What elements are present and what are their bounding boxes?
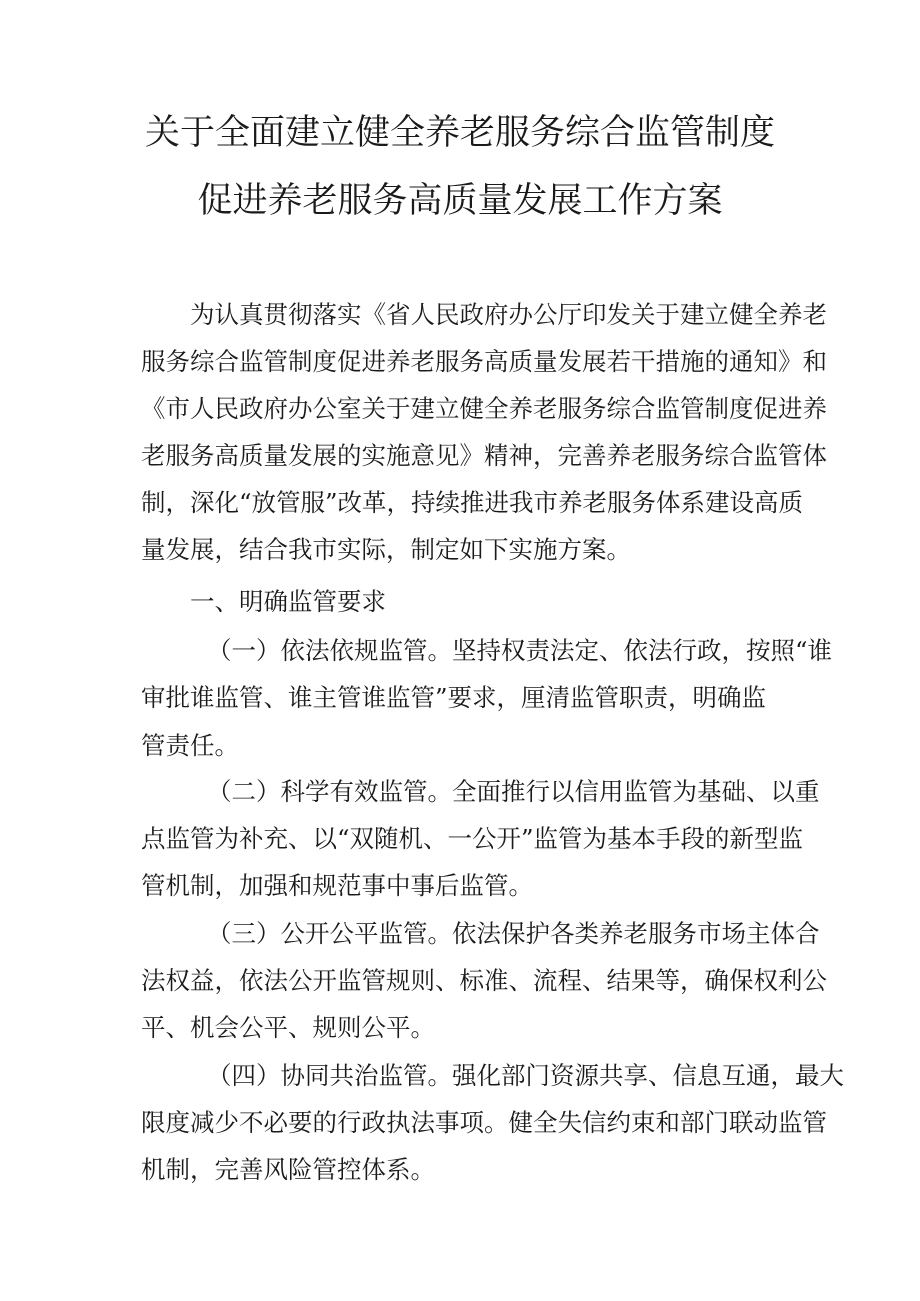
intro-line: 服务综合监管制度促进养老服务高质量发展若干措施的通知》和 <box>141 347 827 376</box>
item-line: （一）依法依规监管。坚持权责法定、依法行政，按照“谁 <box>207 636 833 665</box>
document-title-line-2: 促进养老服务高质量发展工作方案 <box>197 181 723 221</box>
item-line: （二）科学有效监管。全面推行以信用监管为基础、以重 <box>207 777 820 806</box>
intro-line: 老服务高质量发展的实施意见》精神，完善养老服务综合监管体 <box>141 441 827 470</box>
item-line: （四）协同共治监管。强化部门资源共享、信息互通，最大 <box>207 1061 844 1090</box>
item-line: 限度减少不必要的行政执法事项。健全失信约束和部门联动监管 <box>141 1108 827 1137</box>
item-line: 法权益，依法公开监管规则、标准、流程、结果等，确保权利公 <box>141 966 827 995</box>
item-paragraph-4 <box>141 1052 844 1193</box>
intro-line: 为认真贯彻落实《省人民政府办公厅印发关于建立健全养老 <box>190 300 827 329</box>
intro-line: 量发展，结合我市实际，制定如下实施方案。 <box>141 535 631 564</box>
item-line: 点监管为补充、以“双随机、一公开”监管为基本手段的新型监 <box>141 824 804 853</box>
item-paragraph-2 <box>141 768 820 909</box>
item-line: （三）公开公平监管。依法保护各类养老服务市场主体合 <box>207 919 820 948</box>
intro-paragraph <box>141 291 827 573</box>
item-line: 审批谁监管、谁主管谁监管”要求，厘清监管职责，明确监 <box>141 683 767 712</box>
item-paragraph-1 <box>141 627 833 769</box>
document-title-line-1: 关于全面建立健全养老服务综合监管制度 <box>144 113 775 153</box>
item-line: 管机制，加强和规范事中事后监管。 <box>141 871 533 900</box>
item-paragraph-3 <box>141 910 827 1051</box>
item-line: 机制，完善风险管控体系。 <box>141 1155 435 1184</box>
item-line: 平、机会公平、规则公平。 <box>141 1013 435 1042</box>
section-heading <box>141 578 801 625</box>
item-line: 管责任。 <box>141 731 239 760</box>
intro-line: 《市人民政府办公室关于建立健全养老服务综合监管制度促进养 <box>141 394 827 423</box>
section-heading-text: 一、明确监管要求 <box>190 587 386 616</box>
intro-line: 制，深化“放管服”改革，持续推进我市养老服务体系建设高质 <box>141 488 804 517</box>
